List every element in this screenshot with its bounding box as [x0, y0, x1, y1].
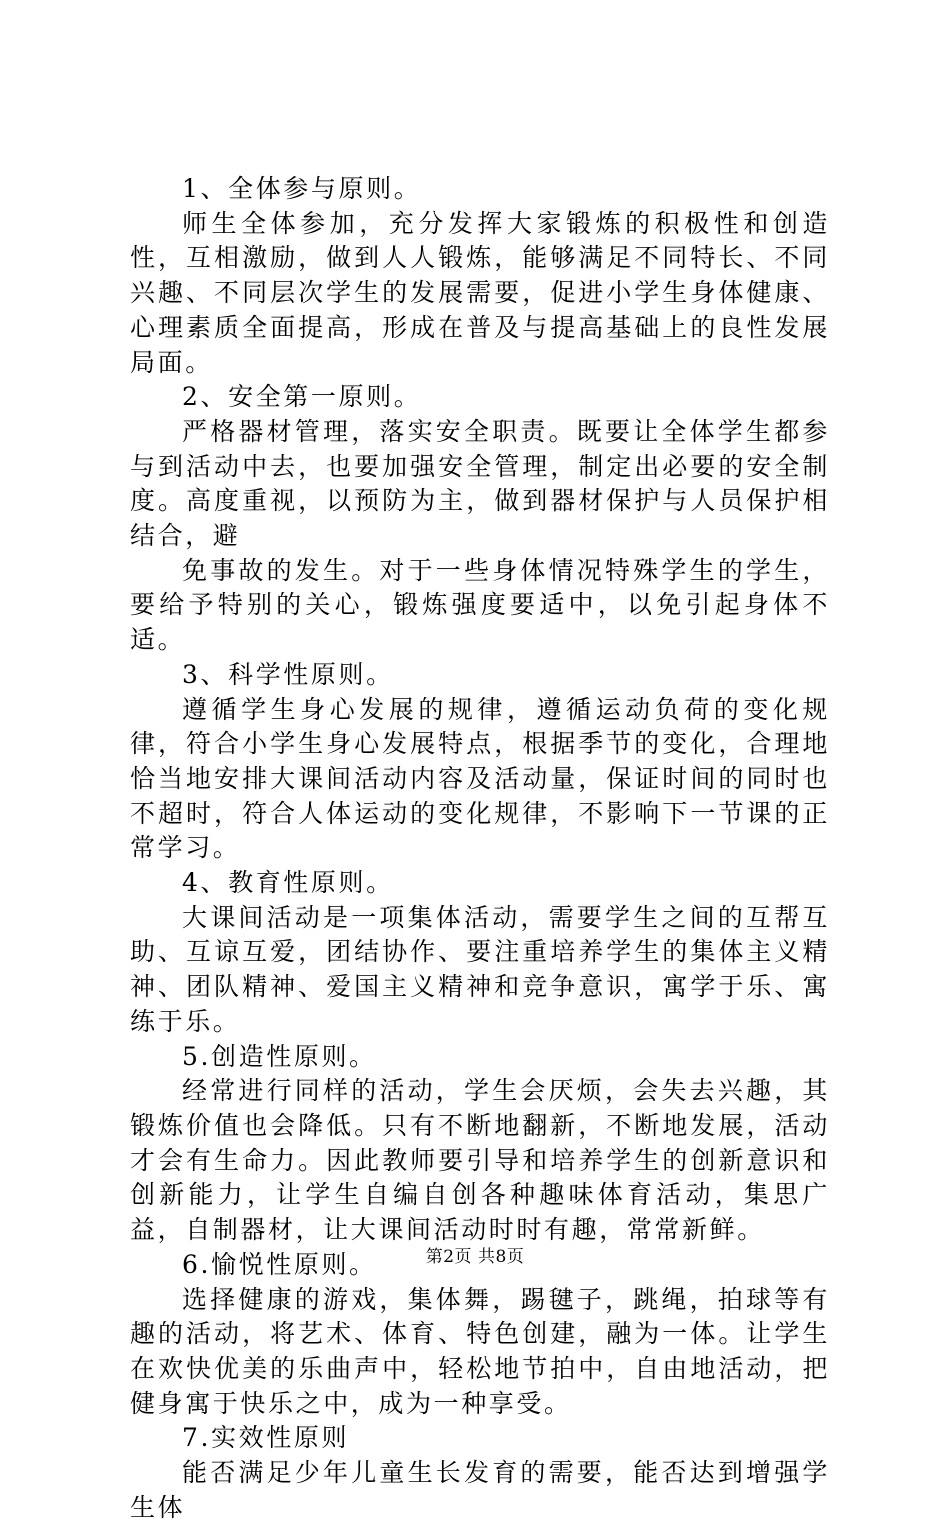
paragraph-7: 遵循学生身心发展的规律，遵循运动负荷的变化规律，符合小学生身心发展特点，根据季节的变化，合理地恰当地安排大课间活动内容及活动量，保证时间的同时也不超时，符合人体运动的变化规律，不影响下一节课的正常学习。	[130, 694, 830, 863]
paragraph-15: 能否满足少年儿童生长发育的需要，能否达到增强学生体	[130, 1458, 830, 1522]
paragraph-6: 3、科学性原则。	[182, 659, 394, 689]
paragraph-1: 1、全体参与原则。	[182, 174, 422, 203]
paragraph-12: 6.愉悦性原则。	[182, 1249, 377, 1279]
paragraph-3: 2、安全第一原则。	[182, 382, 422, 412]
document-body	[130, 172, 830, 1525]
paragraph-13: 选择健康的游戏，集体舞，踢毽子，跳绳，拍球等有趣的活动，将艺术、体育、特色创建，融为一体。让学生在欢快优美的乐曲声中，轻松地节拍中，自由地活动，把健身寓于快乐之中，成为一种享受。	[130, 1284, 830, 1418]
paragraph-9: 大课间活动是一项集体活动，需要学生之间的互帮互助、互谅互爱，团结协作、要注重培养学生的集体主义精神、团队精神、爱国主义精神和竞争意识，寓学于乐、寓练于乐。	[130, 902, 830, 1036]
paragraph-5: 免事故的发生。对于一些身体情况特殊学生的学生，要给予特别的关心，锻炼强度要适中，以免引起身体不适。	[130, 555, 830, 655]
paragraph-11: 经常进行同样的活动，学生会厌烦，会失去兴趣，其锻炼价值也会降低。只有不断地翻新，不断地发展，活动才会有生命力。因此教师要引导和培养学生的创新意识和创新能力，让学生自编自创各种趣味体育活动，集思广益，自制器材，让大课间活动时时有趣，常常新鲜。	[130, 1076, 830, 1245]
paragraph-2: 师生全体参加，充分发挥大家锻炼的积极性和创造性，互相激励，做到人人锻炼，能够满足不同特长、不同兴趣、不同层次学生的发展需要，促进小学生身体健康、心理素质全面提高，形成在普及与提高基础上的良性发展局面。	[130, 208, 830, 377]
paragraph-10: 5.创造性原则。	[182, 1041, 377, 1071]
paragraph-4: 严格器材管理，落实安全职责。既要让全体学生都参与到活动中去，也要加强安全管理，制定出必要的安全制度。高度重视，以预防为主，做到器材保护与人员保护相结合，避	[130, 416, 830, 551]
page-number-footer: 第2页 共8页	[425, 1247, 525, 1267]
paragraph-8: 4、教育性原则。	[182, 868, 394, 898]
paragraph-14: 7.实效性原则	[182, 1423, 350, 1453]
